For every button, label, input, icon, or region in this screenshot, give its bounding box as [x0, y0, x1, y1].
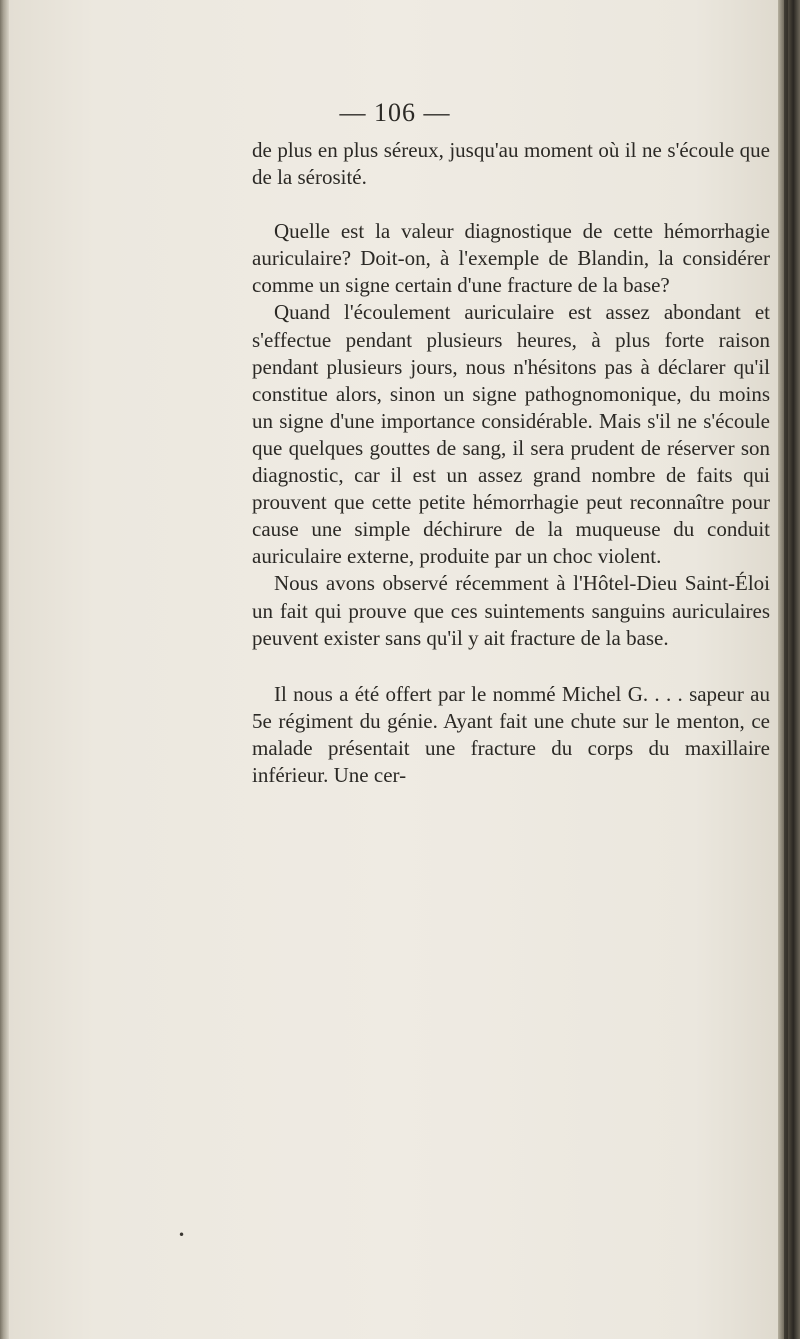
paragraph-continuation: de plus en plus séreux, jusqu'au moment où il ne s'écoule que de la sérosité.	[252, 138, 770, 190]
paragraph-discussion: Quand l'écoulement auriculaire est assez abondant et s'effectue pendant plusieurs heures, à plus forte raison pendant plusieurs jours, nous n'hésitons pas à déclarer qu'il constitue alors, sinon un signe pathognomonique, du moins un signe d'une importance considérable. Mais s'il ne s'écoule que quelques gouttes de sang, il sera prudent de réserver son diagnostic, car il est un assez grand nombre de faits qui prouvent que cette petite hémorrhagie peut reconnaître pour cause une simple déchirure de la muqueuse du conduit auriculaire externe, produite par un choc violent.	[252, 300, 770, 569]
page-left-edge	[0, 0, 9, 1339]
paragraph-observation: Nous avons observé récemment à l'Hôtel-Dieu Saint-Éloi un fait qui prouve que ces suintements sanguins auriculaires peuvent exister sans qu'il y ait fracture de la base.	[252, 571, 770, 650]
margin-mark: •	[178, 1228, 186, 1242]
paragraph-case: Il nous a été offert par le nommé Michel G. . . . sapeur au 5e régiment du génie. Ayant fait une chute sur le menton, ce malade présentait une fracture du corps du maxillaire inférieur. Une cer-	[252, 681, 770, 787]
page-body	[252, 137, 770, 789]
paragraph-gap	[252, 652, 770, 681]
page-number: — 106 —	[339, 98, 451, 127]
paragraph-gap	[252, 191, 770, 218]
page-binding-edge	[778, 0, 800, 1339]
paragraph-question: Quelle est la valeur diagnostique de cette hémorrhagie auriculaire? Doit-on, à l'exemple de Blandin, la considérer comme un signe certain d'une fracture de la base?	[252, 219, 770, 298]
